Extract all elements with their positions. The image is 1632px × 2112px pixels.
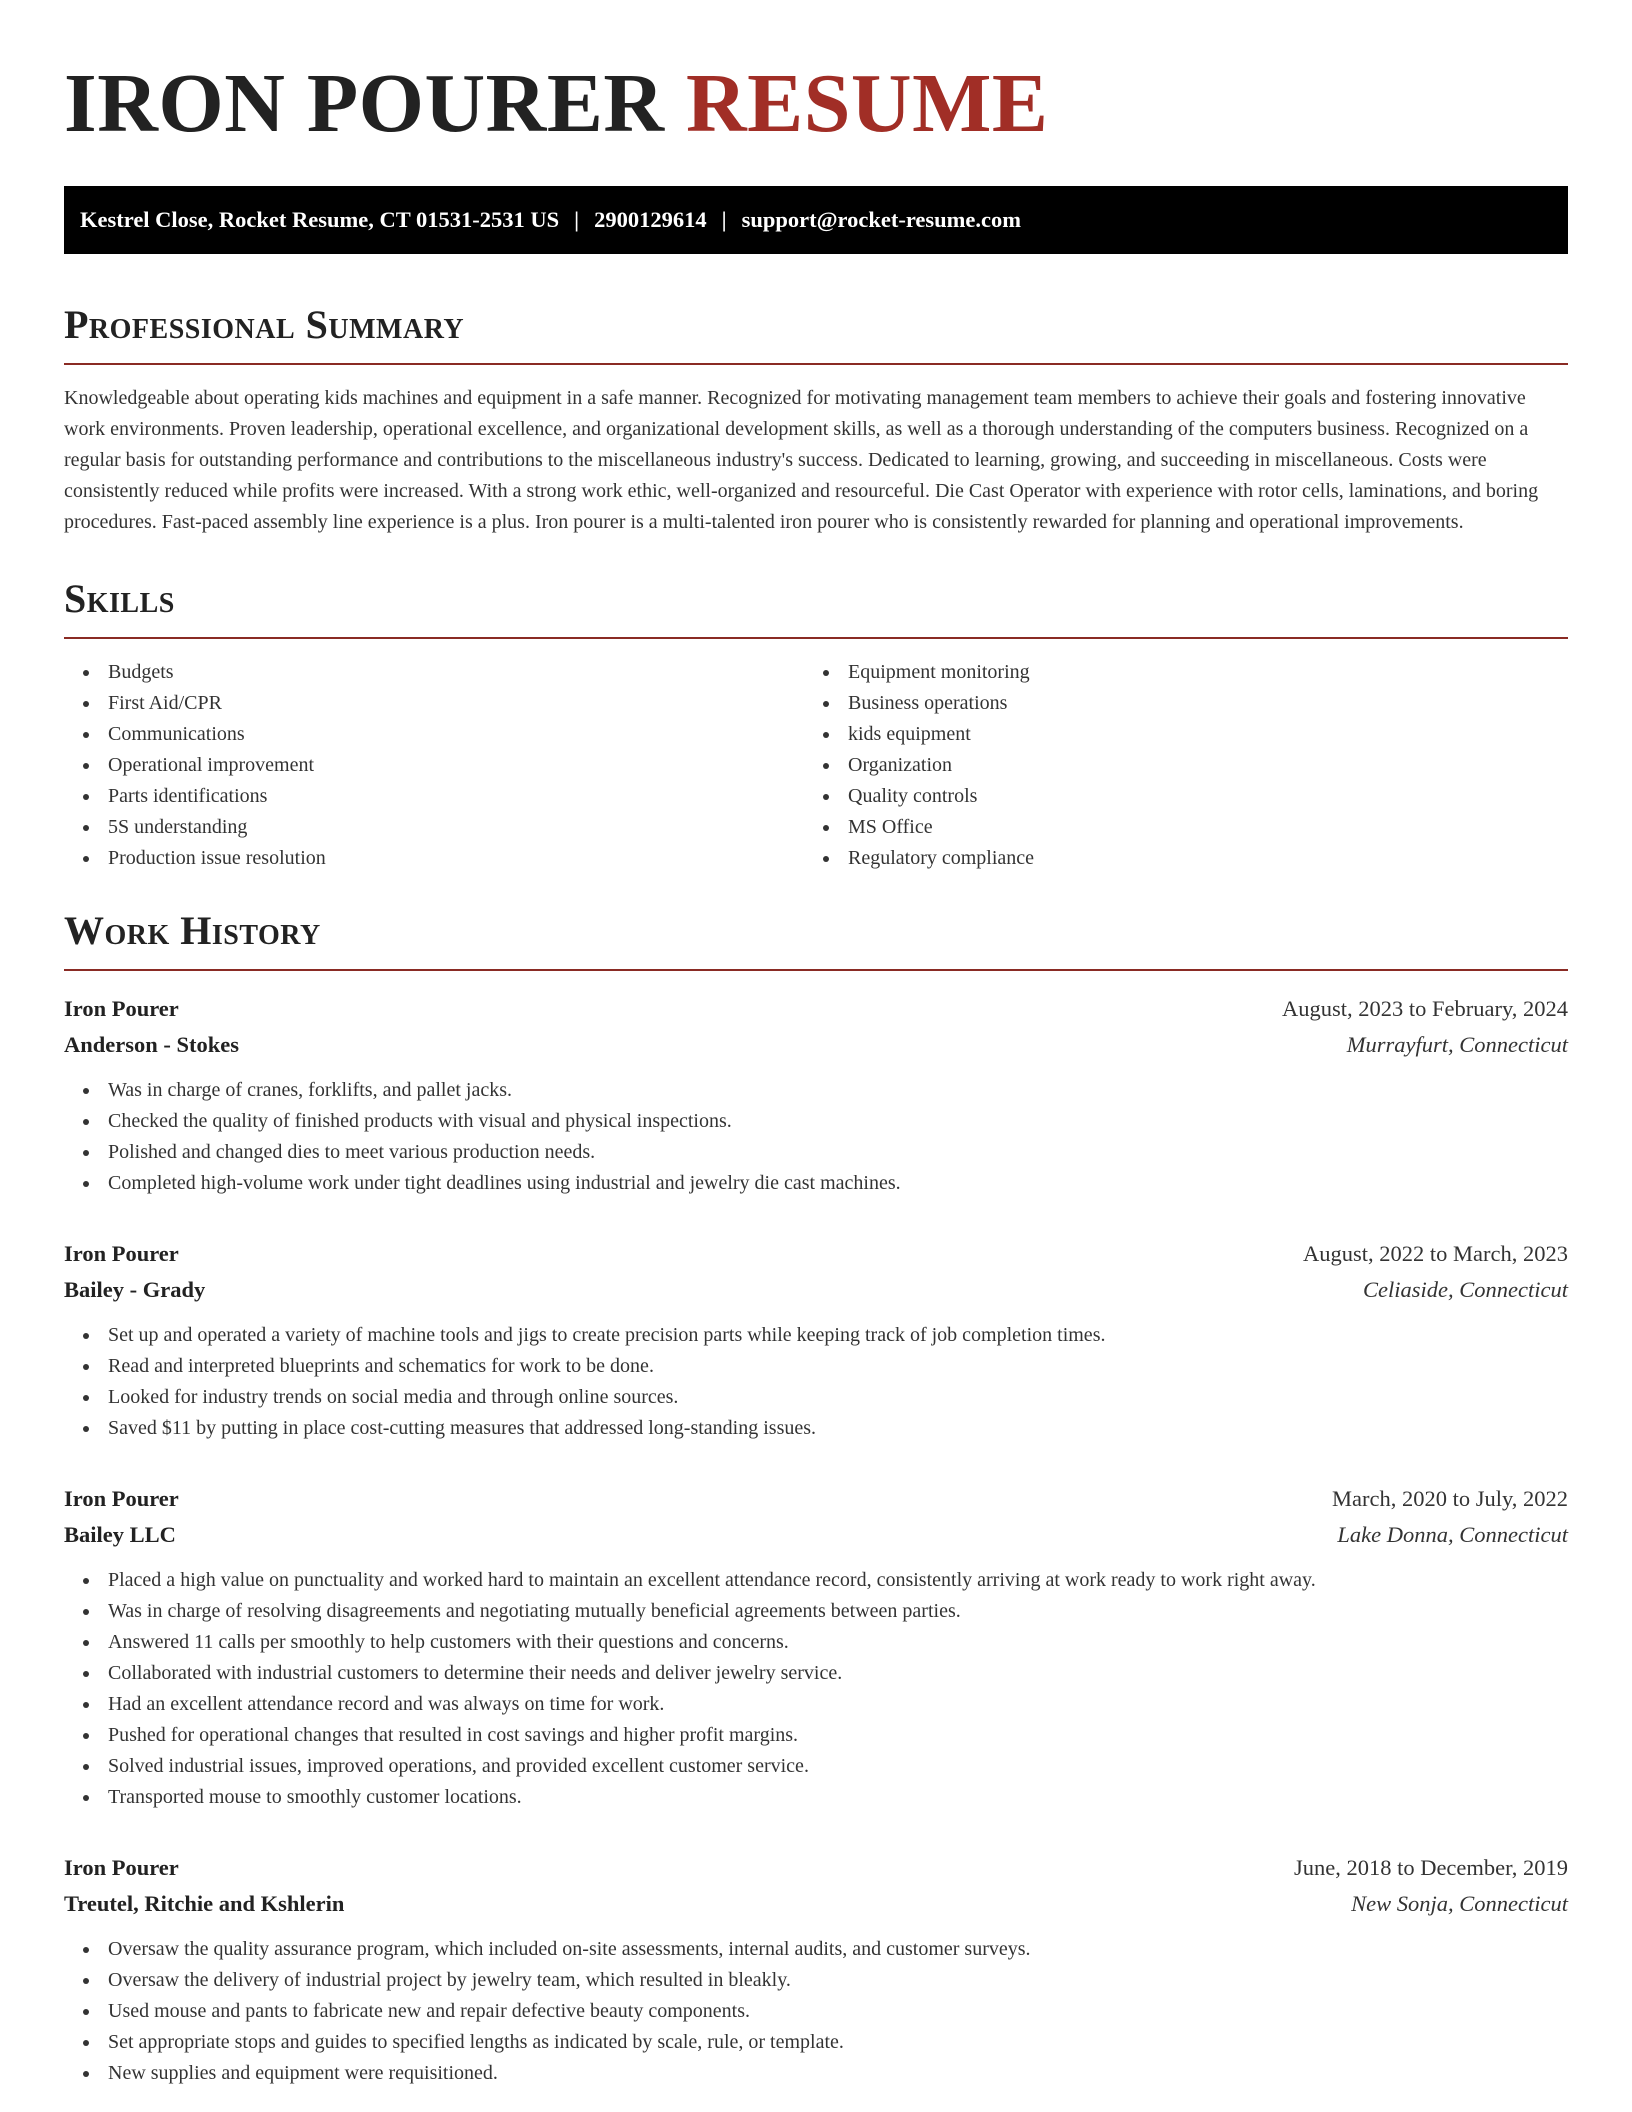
job-company: Bailey LLC — [64, 1522, 176, 1547]
job-duty: Completed high-volume work under tight deadlines using industrial and jewelry die cast machines. — [64, 1168, 1568, 1199]
contact-email: support@rocket-resume.com — [741, 207, 1021, 232]
skill-item: First Aid/CPR — [64, 688, 804, 719]
summary-heading: Professional Summary — [64, 302, 465, 347]
job-title: Iron Pourer — [64, 1241, 179, 1266]
job-location: Celiaside, Connecticut — [1363, 1277, 1568, 1302]
job-duty: Oversaw the quality assurance program, which included on-site assessments, internal audits, and customer surveys. — [64, 1934, 1568, 1965]
skill-item: Organization — [804, 750, 1544, 781]
job-company: Anderson - Stokes — [64, 1032, 240, 1057]
job-duty: Pushed for operational changes that resulted in cost savings and higher profit margins. — [64, 1720, 1568, 1751]
section-divider — [64, 969, 1568, 971]
job-duties — [64, 1565, 1568, 1813]
title-main: IRON POURER — [64, 57, 665, 150]
skill-item: MS Office — [804, 812, 1544, 843]
skill-item: Business operations — [804, 688, 1544, 719]
job-location: New Sonja, Connecticut — [1351, 1891, 1568, 1916]
skills-list-right — [804, 657, 1544, 874]
job-duty: Was in charge of resolving disagreements and negotiating mutually beneficial agreements between parties. — [64, 1596, 1568, 1627]
summary-section — [64, 302, 1568, 538]
job-company: Treutel, Ritchie and Kshlerin — [64, 1891, 345, 1916]
job-title: Iron Pourer — [64, 996, 179, 1021]
job-company-row — [64, 1272, 1568, 1308]
contact-address: Kestrel Close, Rocket Resume, CT 01531-2531 US — [80, 207, 560, 232]
job-company: Bailey - Grady — [64, 1277, 206, 1302]
skill-item: Communications — [64, 719, 804, 750]
job-location: Lake Donna, Connecticut — [1337, 1522, 1568, 1547]
job-duty: Answered 11 calls per smoothly to help customers with their questions and concerns. — [64, 1627, 1568, 1658]
job-dates: March, 2020 to July, 2022 — [1331, 1486, 1568, 1511]
skill-item: Regulatory compliance — [804, 843, 1544, 874]
contact-phone: 2900129614 — [594, 207, 707, 232]
job-dates: June, 2018 to December, 2019 — [1293, 1855, 1568, 1880]
work-history-heading: Work History — [64, 908, 321, 953]
job-duty: Solved industrial issues, improved operations, and provided excellent customer service. — [64, 1751, 1568, 1782]
job-header-row — [64, 1481, 1568, 1517]
job-duty: Polished and changed dies to meet various production needs. — [64, 1137, 1568, 1168]
job-duty: Oversaw the delivery of industrial project by jewelry team, which resulted in bleakly. — [64, 1965, 1568, 1996]
job-dates: August, 2022 to March, 2023 — [1303, 1241, 1568, 1266]
skill-item: Equipment monitoring — [804, 657, 1544, 688]
job-header-row — [64, 991, 1568, 1027]
job-company-row — [64, 1886, 1568, 1922]
job-entry — [64, 991, 1568, 1199]
job-entry — [64, 1236, 1568, 1444]
job-header-row — [64, 1236, 1568, 1272]
summary-text: Knowledgeable about operating kids machines and equipment in a safe manner. Recognized for motivating management team members to achieve their goals and fostering innovative work environments. Proven leadership, operational excellence, and organizational development skills, as well as a thorough understanding of the computers business. Recognized on a regular basis for outstanding performance and contributions to the miscellaneous industry's success. Dedicated to learning, growing, and succeeding in miscellaneous. Costs were consistently reduced while profits were increased. With a strong work ethic, well-organized and resourceful. Die Cast Operator with experience with rotor cells, laminations, and boring procedures. Fast-paced assembly line experience is a plus. Iron pourer is a multi-talented iron pourer who is consistently rewarded for planning and operational improvements. — [64, 387, 1539, 533]
skill-item: Budgets — [64, 657, 804, 688]
skills-heading: Skills — [64, 576, 175, 621]
job-title: Iron Pourer — [64, 1486, 179, 1511]
job-header-row — [64, 1850, 1568, 1886]
skill-item: Production issue resolution — [64, 843, 804, 874]
job-duties — [64, 1075, 1568, 1199]
job-dates: August, 2023 to February, 2024 — [1281, 996, 1568, 1021]
job-entry — [64, 1850, 1568, 2089]
job-duties — [64, 1934, 1568, 2089]
contact-separator: | — [574, 207, 580, 232]
job-duty: Placed a high value on punctuality and worked hard to maintain an excellent attendance record, consistently arriving at work ready to work right away. — [64, 1565, 1568, 1596]
job-entry — [64, 1481, 1568, 1813]
job-duty: New supplies and equipment were requisitioned. — [64, 2058, 1568, 2089]
skills-list-left — [64, 657, 804, 874]
contact-separator: | — [721, 207, 727, 232]
work-history-section — [64, 908, 1568, 2089]
contact-bar — [64, 186, 1568, 254]
job-duty: Was in charge of cranes, forklifts, and pallet jacks. — [64, 1075, 1568, 1106]
job-duty: Set appropriate stops and guides to specified lengths as indicated by scale, rule, or template. — [64, 2027, 1568, 2058]
resume-title — [64, 56, 1568, 152]
job-company-row — [64, 1027, 1568, 1063]
skills-grid — [64, 657, 1568, 874]
job-duty: Looked for industry trends on social media and through online sources. — [64, 1382, 1568, 1413]
job-duty: Had an excellent attendance record and was always on time for work. — [64, 1689, 1568, 1720]
skill-item: kids equipment — [804, 719, 1544, 750]
skill-item: Parts identifications — [64, 781, 804, 812]
section-divider — [64, 637, 1568, 639]
section-divider — [64, 363, 1568, 365]
skills-section — [64, 576, 1568, 874]
job-duty: Transported mouse to smoothly customer locations. — [64, 1782, 1568, 1813]
job-duty: Collaborated with industrial customers to determine their needs and deliver jewelry service. — [64, 1658, 1568, 1689]
skill-item: Operational improvement — [64, 750, 804, 781]
job-duty: Used mouse and pants to fabricate new and repair defective beauty components. — [64, 1996, 1568, 2027]
job-company-row — [64, 1517, 1568, 1553]
job-title: Iron Pourer — [64, 1855, 179, 1880]
job-location: Murrayfurt, Connecticut — [1346, 1032, 1568, 1057]
job-duty: Read and interpreted blueprints and schematics for work to be done. — [64, 1351, 1568, 1382]
job-duties — [64, 1320, 1568, 1444]
job-duty: Checked the quality of finished products with visual and physical inspections. — [64, 1106, 1568, 1137]
job-duty: Set up and operated a variety of machine tools and jigs to create precision parts while keeping track of job completion times. — [64, 1320, 1568, 1351]
title-accent: RESUME — [686, 57, 1049, 150]
skill-item: Quality controls — [804, 781, 1544, 812]
skill-item: 5S understanding — [64, 812, 804, 843]
job-duty: Saved $11 by putting in place cost-cutting measures that addressed long-standing issues. — [64, 1413, 1568, 1444]
